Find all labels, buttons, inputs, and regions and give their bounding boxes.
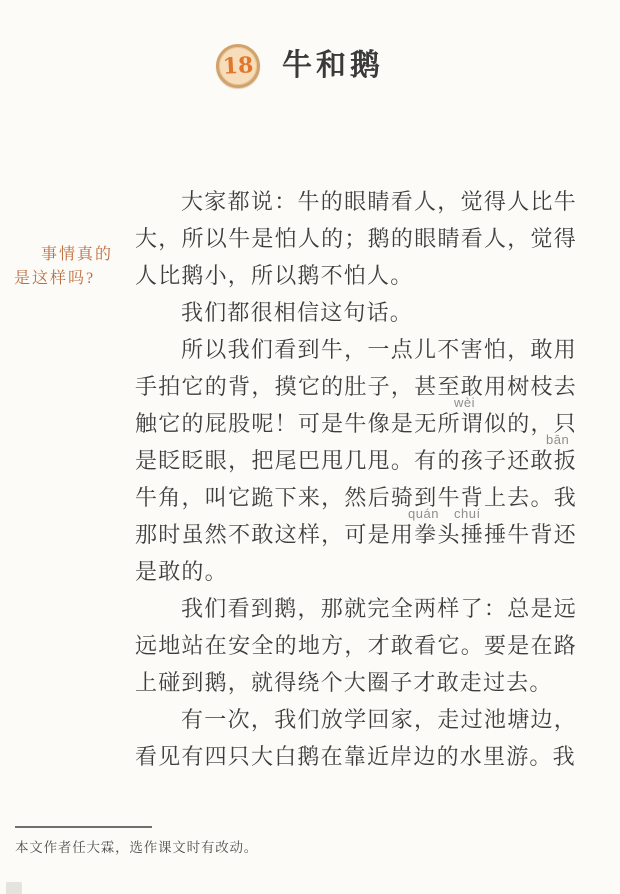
footnote-divider: [15, 826, 152, 828]
pinyin-annotation-ban: bān: [546, 432, 570, 447]
margin-note-line-2: 是这样吗?: [14, 270, 96, 287]
lesson-number-badge: [215, 43, 261, 89]
page-corner-mark: [6, 882, 22, 894]
lesson-body-text: [135, 183, 577, 775]
pinyin-annotation-wei: wèi: [454, 395, 476, 410]
pinyin-annotation-chui: chuí: [454, 506, 481, 521]
paragraph-3: 所以我们看到牛，一点儿不害怕，敢用手拍它的背，摸它的肚子，甚至敢用树枝去触它的屁股呢！可是牛像是无所谓似的，只是眨眨眼，把尾巴甩几甩。有的孩子还敢扳牛角，叫它跪下来，然后骑到牛背上去。我那时虽然不敢这样，可是用拳头捶捶牛背还是敢的。: [135, 337, 577, 584]
lesson-header: [216, 44, 384, 88]
paragraph-1: 大家都说：牛的眼睛看人，觉得人比牛大，所以牛是怕人的；鹅的眼睛看人，觉得人比鹅小，所以鹅不怕人。: [135, 189, 577, 288]
paragraph-2: 我们都很相信这句话。: [181, 300, 414, 325]
lesson-number: 18: [222, 52, 254, 80]
pinyin-annotation-quan: quán: [408, 506, 439, 521]
lesson-title: 牛和鹅: [282, 49, 384, 82]
paragraph-5: 有一次，我们放学回家，走过池塘边，看见有四只大白鹅在靠近岸边的水里游。我: [135, 707, 577, 769]
paragraph-4: 我们看到鹅，那就完全两样了：总是远远地站在安全的地方，才敢看它。要是在路上碰到鹅，就得绕个大圈子才敢走过去。: [135, 596, 577, 695]
footnote-text: 本文作者任大霖，选作课文时有改动。: [15, 840, 259, 855]
margin-note-line-1: 事情真的: [41, 246, 114, 263]
margin-note: [14, 243, 134, 291]
